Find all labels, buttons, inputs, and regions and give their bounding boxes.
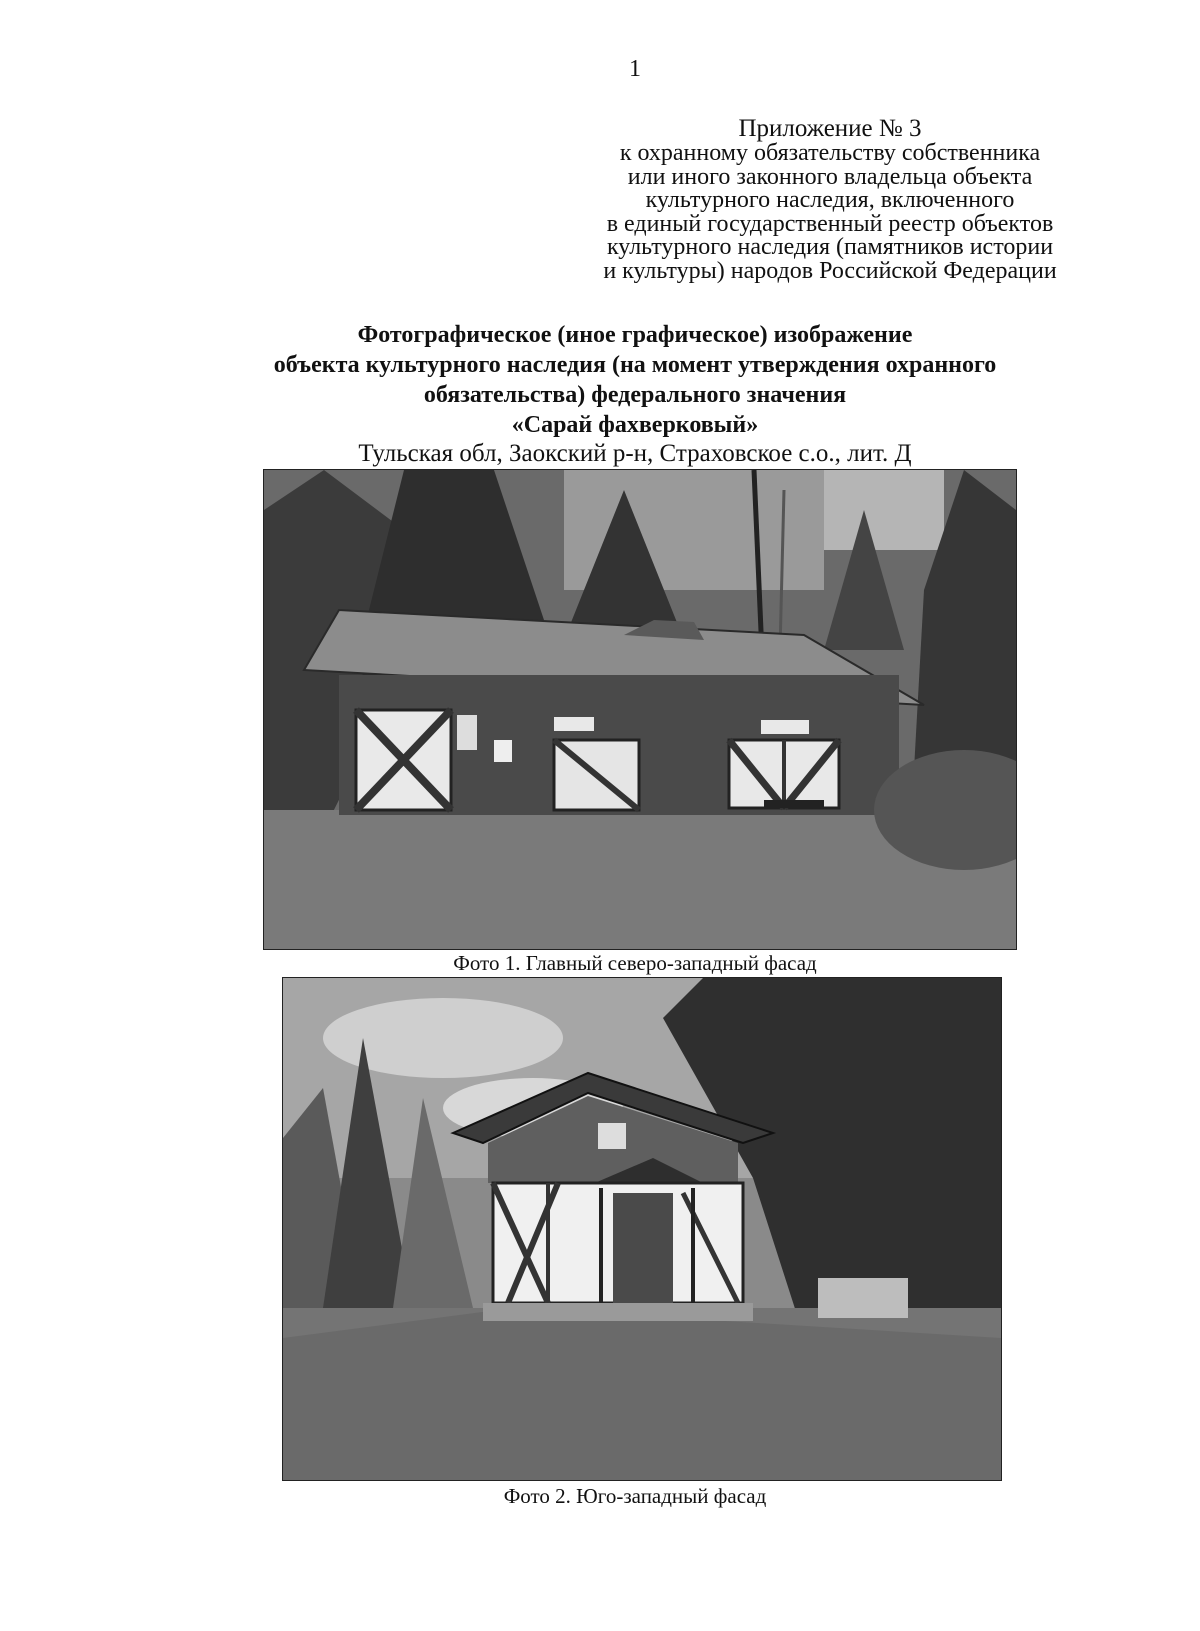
- photo-2-image: [283, 978, 1001, 1480]
- annex-line: к охранному обязательству собственника: [619, 140, 1041, 166]
- annex-line: культурного наследия (памятников истории: [606, 234, 1054, 260]
- page-number: 1: [629, 56, 641, 82]
- photo-southwest-facade: [282, 977, 1002, 1481]
- annex-line: и культуры) народов Российской Федерации: [603, 257, 1057, 284]
- annex-line: культурного наследия, включенного: [645, 187, 1015, 213]
- photo-1-caption: Фото 1. Главный северо-западный фасад: [453, 951, 817, 975]
- annex-line: или иного законного владельца объекта: [627, 163, 1033, 190]
- photo-2-caption: Фото 2. Юго-западный фасад: [503, 1484, 767, 1508]
- annex-block: [570, 115, 1090, 283]
- photo-northwest-facade: [263, 469, 1017, 950]
- heading-line: Фотографическое (иное графическое) изображение: [357, 322, 913, 348]
- heading-line: объекта культурного наследия (на момент утверждения охранного: [273, 352, 997, 378]
- heading-line: «Сарай фахверковый»: [511, 412, 759, 438]
- document-heading: [0, 320, 1200, 440]
- object-address: Тульская обл, Заокский р-н, Страховское с.о., лит. Д: [358, 440, 912, 467]
- photo-1-image: [264, 470, 1016, 949]
- annex-line: в единый государственный реестр объектов: [606, 210, 1054, 237]
- heading-line: обязательства) федерального значения: [423, 382, 847, 408]
- annex-title: Приложение № 3: [738, 115, 922, 142]
